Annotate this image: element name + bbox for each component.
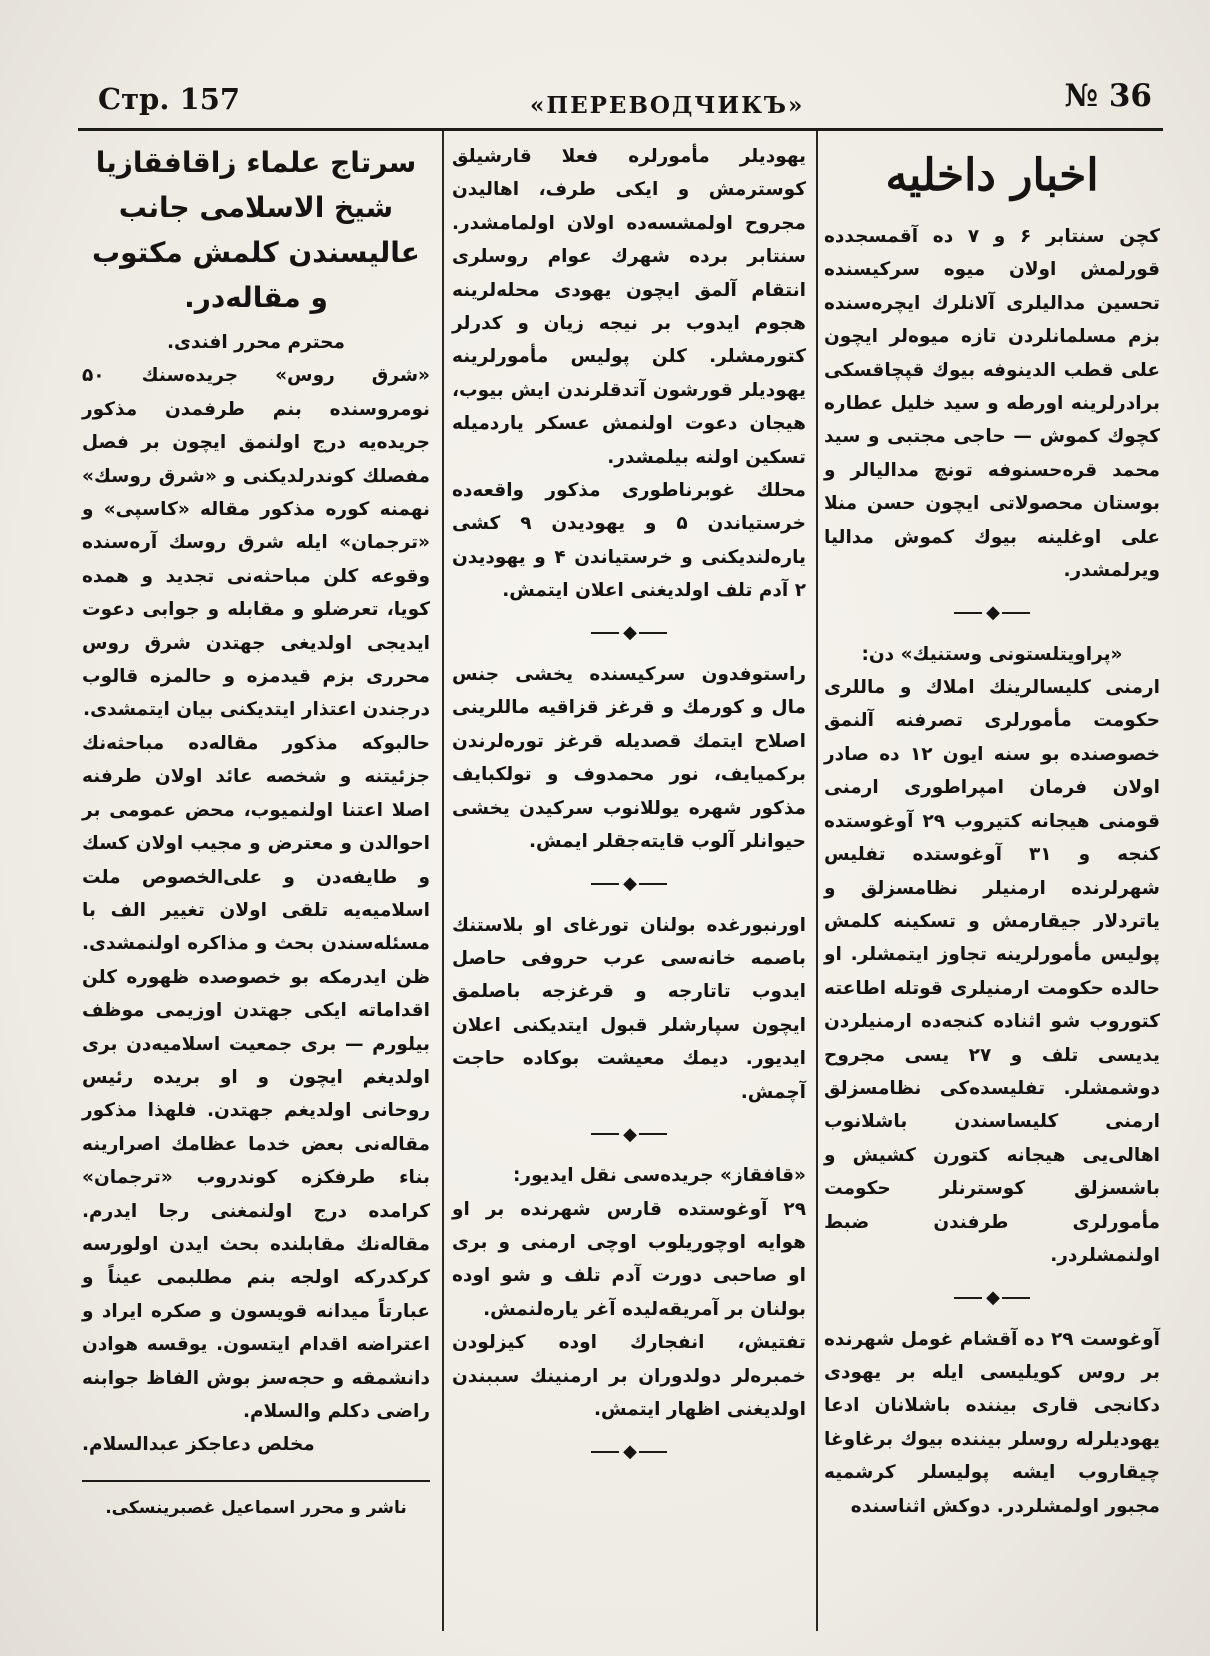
section-masthead: اخبار داخلیه (885, 150, 1099, 201)
paragraph: «شرق روس» جریده‌سنك ۵۰ نومروسنده بنم طرفمدن مذکور جریده‌یه درج اولنمق ایچون بر فصل مفصلك کوندرلدیکنی و «شرق روسك» نهمنه کوره مذکور مقاله «کاسپی» و «ترجمان» ایله شرق روسك آره‌سنده وقوعه کلن مباحثه‌نی تجدید و همده کویا، تعرضلو و مقابله و جوابی دعوت ایدیجی اولدیغی جهتدن شرق روس محرری بزم قیدمزه و حالمزه قالوب درجندن اعتذار ایتدیکنی بیان ایتمشدی. (82, 365, 430, 721)
section-ornament: ◆ (824, 595, 1160, 629)
source-citation: «پراویتلستونی وستنیك» دن: (861, 643, 1123, 665)
section-ornament: ◆ (452, 1117, 806, 1151)
paragraph: حالبوکه مذکور مقاله‌ده مباحثه‌نك جزئیتنه و شخصه عائد اولان طرفنه اصلا اعتنا اولنمیوب، محض عمومی بر احوالدن و معترض و مجیب اولان کسك و طایفه‌دن و علی‌الخصوص ملت اسلامیه‌یه تلقی اولان تغییر الف با مسئله‌سندن بحث و مذاکره اولنمشدی. ظن ایدرمکه بو خصوصده ظهوره کلن اقداماته ایکی جهتدن اوزیمی موظف بیلورم — بری جمعیت اسلامیه‌دن بری اولدیغم ایچون و او بریده رئیس روحانی اولدیغم جهتدن. فلهذا مذکور مقاله‌نی بعض خدما عظامك اصرارینه بناء طرفکزه کوندروب «ترجمان» کرامده درج اولنمغنی رجا ایدرم. مقاله‌نك مقابلنده بحث ایدن اولورسه کرکدرکه اولجه بنم مطلبمی عیناً و عبارتاً میدانه قویسون و صکره ایراد و اعتراضه اقدام ایتسون. یوقسه هوادن دانشمقه و حجه‌سز بوش الفاظ جوابنه راضی دکلم والسلام. (82, 732, 430, 1422)
paragraph: راستوفدون سرکیسنده یخشی جنس مال و کورمك و قرغز قزاقیه ماللرینی اصلاح ایتمك قصدیله قرغز تورەلرندن برکمیایف، نور محمدوف و تولکبایف مذکور شهره یوللانوب سرکیدن یخشی حیوانلر آلوب قایته‌جقلر ایمش. (452, 663, 806, 852)
section-ornament: ◆ (452, 616, 806, 650)
section-ornament: ◆ (824, 1280, 1160, 1314)
section-ornament: ◆ (452, 1434, 806, 1468)
footer-rule (82, 1480, 430, 1482)
section-ornament: ◆ (452, 866, 806, 900)
page-number: Стр. 157 (98, 82, 241, 116)
paragraph: تفتیش، انفجارك اوده کیزلودن خمبرەلر دولدوران بر ارمنینك سببندن اولدیغنی اظهار ایتمش. (452, 1332, 806, 1421)
paragraph: ۲۹ آوغوستده قارس شهرنده بر او هوایه اوچوریلوب اوچی ارمنی و بری او صاحبی دورت آدم تلف و شو اوده بولنان بر آمریقه‌لیده آغر یارەلنمش. (452, 1198, 806, 1320)
issue-number: № 36 (1064, 78, 1152, 114)
right-column (824, 140, 1160, 1523)
paragraph: یهودیلر مأمورلره فعلا قارشیلق کوسترمش و ایکی طرف، اهالیدن مجروح اولمشسه‌ده اولان اولمامشدر. سنتابر برده شهرك عوام روسلری انتقام آلمق ایچون یهودی محله‌لرینه هجوم ایدوب بر نیجه زیان و کدرلر کتورمشلر. کلن پولیس مأمورلرینه یهودیلر قورشون آتدقلرندن ایش بیوب، هیجان دعوت اولنمش عسکر یاردمیله تسکین اولنه بیلمشدر. (452, 146, 806, 468)
article-heading: سرتاج علماء زاقافقازیا شیخ الاسلامی جانب عالیسندن کلمش مکتوب و مقاله‌در. (92, 146, 420, 314)
column-divider-left (442, 131, 444, 1631)
middle-column (452, 140, 806, 1477)
publisher-line: ناشر و محرر اسماعیل غصبرینسکی. (105, 1497, 407, 1518)
column-divider-right (816, 131, 818, 1631)
paragraph: ارمنی کلیسالرینك املاك و ماللری حکومت مأمورلری تصرفنه آلنمق خصوصنده بو سنه ایون ۱۲ ده صادر اولان فرمان امپراطوری ارمنی قومنی هیجانه کتیروب ۲۹ آوغوستده کنجه و ۳۱ آوغوستده تفلیس شهرلرنده ارمنیلر نظامسزلق و یاتردلار جیقارمش و تسکینه کلمش پولیس مأمورلرینه تجاوز ایتمشلر. او حالده حکومت ارمنیلری قوتله اطاعته کتوروب شو اثناده کنجه‌ده ارمنیلردن یدیسی تلف و ۲۷ یسی مجروح دوشمشلر. تفلیسده‌کی نظامسزلق ارمنی کلیساسندن باشلانوب اهالی‌یی هیجانه کتورن کشیش و باشسزلق کوسترنلر حکومت مأمورلری طرفندن ضبط اولنمشلردر. (824, 677, 1161, 1266)
paragraph: کچن سنتابر ۶ و ۷ ده آقمسجدده قورلمش اولان میوه سرکیسنده تحسین مدالیلری آلانلرك ایچرەسنده بزم مسلمانلردن تازه میوەلر ایچون علی قطب الدینوفه بیوك قپچاقسکی برادرلرینه اورطه و سید خلیل عطاره کچوك کموش — حاجی مجتبی و سید محمد قره‌حسنوفه تونچ مدالیالر و بوستان محصولاتی ایچون حسن منلا علی اوغلینه بیوك کموش مدالیا ویرلمشدر. (824, 226, 1160, 582)
newspaper-title: «ПЕРЕВОДЧИКЪ» (530, 92, 805, 119)
signature: مخلص دعاجکز عبدالسلام. (82, 1434, 315, 1456)
salutation: محترم محرر افندی. (167, 332, 345, 353)
paragraph: محلك غوبرناطوری مذکور واقعه‌ده خرستیاندن ۵ و یهودیدن ۹ کشی یارەلندیکنی و خرستیاندن ۴ و یهودیدن ۲ آدم تلف اولدیغنی اعلان ایتمش. (452, 480, 807, 602)
header-rule (78, 128, 1163, 131)
left-column (82, 140, 430, 1525)
source-citation: «قافقاز» جریده‌سی نقل ایدیور: (513, 1165, 806, 1187)
paragraph: آوغوست ۲۹ ده آقشام غومل شهرنده بر روس کویلیسی ایله بر یهودی دکانجی قاری بیننده باشلانان ادعا یهودیلرله روسلر بیننده بیوك برغاوغا چیقاروب ایشه پولیسلر کرشمیه مجبور اولمشلردر. دوکش اثناسنده (824, 1328, 1160, 1517)
page-header (70, 78, 1160, 128)
paragraph: اورنبورغده بولنان تورغای او بلاستنك باصمه خانه‌سی عرب حروفی حاصل ایدوب تاتارجه و قرغزجه باصلمق ایچون سپارشلر قبول ایتدیکنی اعلان ایدیور. دیمك معیشت بوکاده حاجت آچمش. (452, 914, 806, 1103)
